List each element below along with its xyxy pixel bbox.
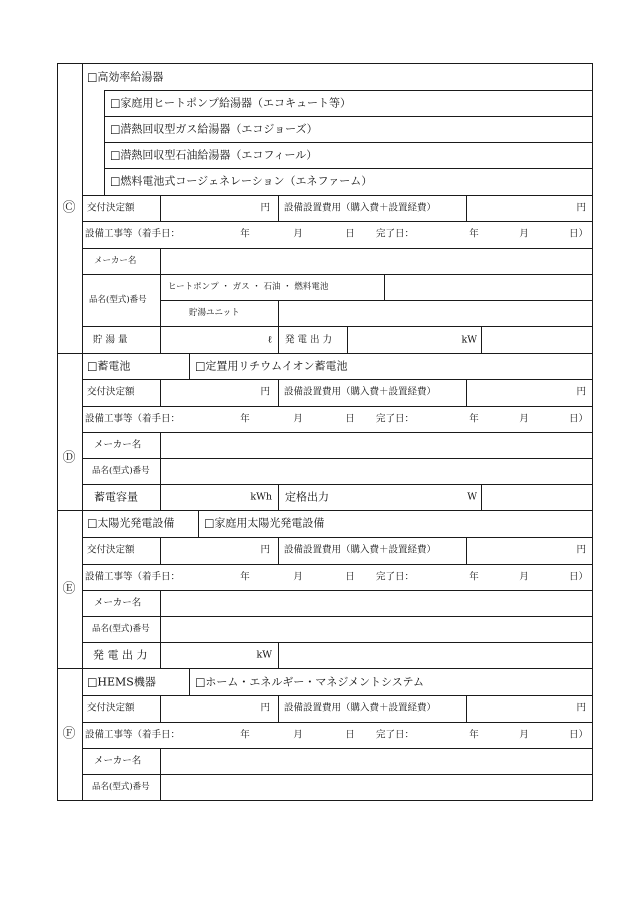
rule bbox=[278, 695, 279, 722]
rule bbox=[481, 326, 482, 353]
label-manufacturer: メーカー名 bbox=[94, 597, 142, 609]
rule bbox=[160, 379, 161, 406]
rule bbox=[57, 510, 593, 511]
rule bbox=[384, 274, 385, 300]
label-subsidy-amount: 交付決定額 bbox=[87, 386, 135, 398]
category-hems[interactable]: □HEMS機器 bbox=[87, 675, 156, 689]
label-installation-cost: 設備設置費用（購入費＋設置経費） bbox=[284, 702, 437, 714]
label-day-close: 日） bbox=[568, 729, 588, 741]
rule bbox=[104, 90, 105, 195]
label-month: 月 bbox=[293, 571, 303, 583]
label-year: 年 bbox=[469, 571, 479, 583]
label-day: 日 bbox=[345, 228, 355, 240]
rule bbox=[347, 326, 348, 353]
rule bbox=[160, 695, 161, 722]
label-year: 年 bbox=[240, 228, 250, 240]
unit-yen: 円 bbox=[576, 702, 586, 714]
rule bbox=[466, 379, 467, 406]
option-lithium-ion-battery[interactable]: □定置用リチウムイオン蓄電池 bbox=[195, 359, 348, 373]
unit-yen: 円 bbox=[260, 544, 270, 556]
category-solar-power[interactable]: □太陽光発電設備 bbox=[87, 516, 175, 530]
rule bbox=[278, 537, 279, 564]
label-day: 日 bbox=[345, 413, 355, 425]
option-gas-water-heater[interactable]: □潜熱回収型ガス給湯器（エコジョーズ） bbox=[110, 122, 318, 136]
label-subsidy-amount: 交付決定額 bbox=[87, 702, 135, 714]
rule bbox=[82, 221, 593, 222]
rule bbox=[82, 616, 593, 617]
rule bbox=[82, 406, 593, 407]
label-day-close: 日） bbox=[568, 228, 588, 240]
label-completion-date: 完了日： bbox=[376, 228, 415, 240]
label-power-output: 発 電 出 力 bbox=[93, 648, 148, 662]
option-oil-water-heater[interactable]: □潜熱回収型石油給湯器（エコフィール） bbox=[110, 148, 318, 162]
label-subsidy-amount: 交付決定額 bbox=[87, 544, 135, 556]
label-rated-output: 定格出力 bbox=[285, 490, 329, 504]
label-completion-date: 完了日： bbox=[376, 413, 415, 425]
rule bbox=[466, 695, 467, 722]
rule bbox=[57, 63, 593, 64]
label-installation-cost: 設備設置費用（購入費＋設置経費） bbox=[284, 202, 437, 214]
rule bbox=[104, 90, 593, 91]
category-high-efficiency-water-heater[interactable]: □高効率給湯器 bbox=[87, 70, 164, 84]
rule bbox=[82, 722, 593, 723]
label-manufacturer: メーカー名 bbox=[94, 439, 142, 451]
unit-kw: kW bbox=[256, 649, 272, 661]
rule bbox=[160, 590, 161, 668]
option-fuel-cell-cogeneration[interactable]: □燃料電池式コージェネレーション（エネファーム） bbox=[110, 174, 373, 188]
rule bbox=[82, 326, 593, 327]
label-month: 月 bbox=[519, 228, 529, 240]
label-year: 年 bbox=[469, 228, 479, 240]
label-subsidy-amount: 交付決定額 bbox=[87, 202, 135, 214]
rule bbox=[82, 695, 593, 696]
rule bbox=[198, 510, 199, 537]
label-storage-capacity: 蓄電容量 bbox=[94, 490, 138, 504]
rule bbox=[278, 484, 279, 510]
rule bbox=[82, 484, 593, 485]
label-hot-water-storage-unit: 貯湯ユニット bbox=[189, 307, 240, 318]
rule bbox=[57, 800, 593, 801]
label-year: 年 bbox=[240, 571, 250, 583]
unit-liter: ℓ bbox=[267, 334, 272, 346]
label-year: 年 bbox=[469, 729, 479, 741]
category-storage-battery[interactable]: □蓄電池 bbox=[87, 359, 131, 373]
rule bbox=[82, 248, 593, 249]
rule bbox=[82, 458, 593, 459]
label-month: 月 bbox=[293, 228, 303, 240]
unit-kwh: kWh bbox=[250, 491, 272, 503]
rule bbox=[189, 668, 190, 695]
unit-yen: 円 bbox=[576, 386, 586, 398]
rule bbox=[82, 432, 593, 433]
rule bbox=[278, 300, 279, 353]
rule bbox=[82, 564, 593, 565]
rule bbox=[160, 300, 593, 301]
label-month: 月 bbox=[519, 571, 529, 583]
label-work-period: 設備工事等（着手日： bbox=[85, 571, 181, 583]
label-model-number: 品名(型式)番号 bbox=[92, 781, 150, 792]
rule bbox=[160, 537, 161, 564]
label-storage-volume: 貯 湯 量 bbox=[93, 334, 128, 346]
label-year: 年 bbox=[469, 413, 479, 425]
option-heat-pump-water-heater[interactable]: □家庭用ヒートポンプ給湯器（エコキュート等） bbox=[110, 96, 351, 110]
rule bbox=[278, 642, 279, 668]
label-work-period: 設備工事等（着手日： bbox=[85, 413, 181, 425]
label-manufacturer: メーカー名 bbox=[94, 255, 137, 266]
option-residential-solar[interactable]: □家庭用太陽光発電設備 bbox=[204, 516, 325, 530]
label-day: 日 bbox=[345, 729, 355, 741]
label-day-close: 日） bbox=[568, 413, 588, 425]
section-marker-d: Ⓓ bbox=[62, 450, 76, 466]
rule bbox=[57, 63, 58, 801]
rule bbox=[466, 195, 467, 221]
rule bbox=[592, 63, 593, 801]
unit-kw: kW bbox=[461, 334, 477, 346]
label-model-number: 品名(型式)番号 bbox=[92, 465, 150, 476]
section-marker-e: Ⓔ bbox=[62, 581, 76, 597]
label-model-number: 品名(型式)番号 bbox=[92, 623, 150, 634]
rule bbox=[82, 63, 83, 801]
rule bbox=[189, 353, 190, 379]
label-day: 日 bbox=[345, 571, 355, 583]
rule bbox=[82, 590, 593, 591]
label-installation-cost: 設備設置費用（購入費＋設置経費） bbox=[284, 386, 437, 398]
option-home-energy-management[interactable]: □ホーム・エネルギー・マネジメントシステム bbox=[195, 675, 424, 689]
rule bbox=[104, 168, 593, 169]
unit-yen: 円 bbox=[260, 386, 270, 398]
label-month: 月 bbox=[519, 729, 529, 741]
label-power-output: 発 電 出 力 bbox=[285, 334, 333, 346]
label-day-close: 日） bbox=[568, 571, 588, 583]
unit-yen: 円 bbox=[576, 544, 586, 556]
unit-yen: 円 bbox=[260, 702, 270, 714]
label-year: 年 bbox=[240, 413, 250, 425]
rule bbox=[82, 195, 593, 196]
unit-yen: 円 bbox=[260, 202, 270, 214]
label-work-period: 設備工事等（着手日： bbox=[85, 729, 181, 741]
rule bbox=[57, 353, 593, 354]
rule bbox=[278, 195, 279, 221]
label-month: 月 bbox=[519, 413, 529, 425]
rule bbox=[160, 248, 161, 353]
rule bbox=[160, 432, 161, 510]
model-type-options[interactable]: ヒートポンプ ・ ガス ・ 石油 ・ 燃料電池 bbox=[168, 281, 329, 292]
rule bbox=[82, 379, 593, 380]
rule bbox=[481, 484, 482, 510]
label-year: 年 bbox=[240, 729, 250, 741]
rule bbox=[160, 195, 161, 221]
rule bbox=[82, 748, 593, 749]
unit-yen: 円 bbox=[576, 202, 586, 214]
rule bbox=[82, 274, 593, 275]
label-completion-date: 完了日： bbox=[376, 571, 415, 583]
rule bbox=[160, 748, 161, 801]
section-marker-c: Ⓒ bbox=[62, 200, 76, 216]
label-month: 月 bbox=[293, 413, 303, 425]
rule bbox=[104, 142, 593, 143]
label-installation-cost: 設備設置費用（購入費＋設置経費） bbox=[284, 544, 437, 556]
unit-watt: W bbox=[467, 491, 477, 503]
section-marker-f: Ⓕ bbox=[62, 726, 76, 742]
rule bbox=[82, 642, 593, 643]
rule bbox=[82, 774, 593, 775]
rule bbox=[278, 379, 279, 406]
rule bbox=[466, 537, 467, 564]
label-completion-date: 完了日： bbox=[376, 729, 415, 741]
label-manufacturer: メーカー名 bbox=[94, 755, 142, 767]
rule bbox=[82, 537, 593, 538]
rule bbox=[57, 668, 593, 669]
label-model-number: 品名(型式)番号 bbox=[89, 294, 147, 305]
label-month: 月 bbox=[293, 729, 303, 741]
rule bbox=[104, 116, 593, 117]
label-work-period: 設備工事等（着手日： bbox=[85, 228, 181, 240]
